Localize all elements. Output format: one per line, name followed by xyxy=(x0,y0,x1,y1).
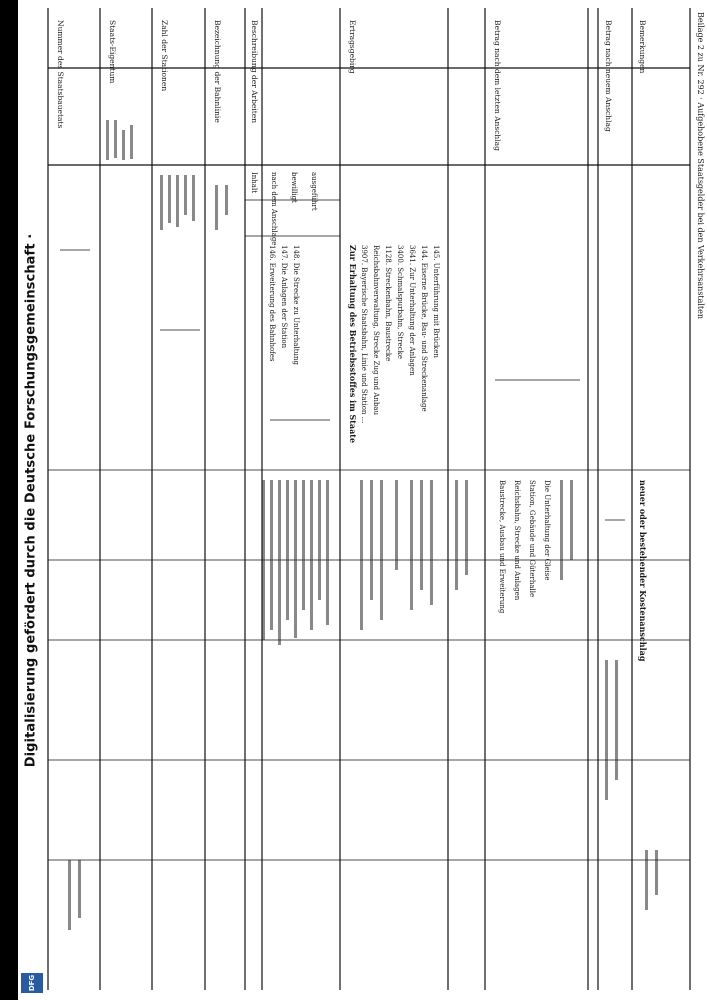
illegible-text-blocks xyxy=(68,120,658,930)
sub-header-3: ausgeführt xyxy=(310,172,318,211)
dfg-sidebar-text: Digitalisierung gefördert durch die Deutsche Forschungsgemeinschaft · xyxy=(23,233,39,767)
col-header-1: Staats-Eigentum xyxy=(108,20,117,84)
dfg-logo-text: DFG xyxy=(28,974,36,992)
svg-text:145. Unterführung mit Brücken: 145. Unterführung mit Brücken xyxy=(432,245,440,358)
col-header-5: Ertragsgebirg xyxy=(348,20,357,74)
sub-header-2: bewilligt xyxy=(290,172,298,203)
svg-text:146. Erweiterung des Bahnhofes: 146. Erweiterung des Bahnhofes xyxy=(268,245,276,362)
col-header-0: Nummer des Staatsbauetats xyxy=(56,20,65,129)
sub-header-1: nach dem Anschlage xyxy=(270,172,278,246)
header-right-text: Beilage 2 zu Nr. 292 · Aufgehobene Staatsgelder bei den Verkehrsanstalten xyxy=(696,12,705,320)
svg-text:Die Unterhaltung der Gleise: Die Unterhaltung der Gleise xyxy=(543,480,551,581)
svg-text:144. Eiserne Brücke, Bau- und: 144. Eiserne Brücke, Bau- und Streckenanlage xyxy=(420,245,428,412)
scan-border-strip xyxy=(0,0,18,1000)
column-headers xyxy=(56,20,647,151)
sub-header-0: Inhalt xyxy=(250,172,258,194)
svg-text:3641. Zur Unterhaltung der Anl: 3641. Zur Unterhaltung der Anlagen xyxy=(408,245,416,376)
dfg-sidebar xyxy=(18,0,44,1000)
section-titles xyxy=(348,245,648,662)
col-header-8: Bemerkungen xyxy=(638,20,647,74)
col-header-7: Betrag nach neuem Anschlag xyxy=(604,20,613,132)
svg-text:3907. Bayerische Staatsbahn, L: 3907. Bayerische Staatsbahn, Linie und Station ... xyxy=(360,245,368,424)
svg-text:1128. Streckenbahn, Baustrecke: 1128. Streckenbahn, Baustrecke xyxy=(384,245,392,362)
col-header-2: Zahl der Stationen xyxy=(160,20,169,92)
svg-text:3400. Schmalspurbahn, Strecke: 3400. Schmalspurbahn, Strecke xyxy=(396,245,404,359)
col-header-6: Betrag nach dem letzten Anschlag xyxy=(493,20,502,151)
section-subtitle: neuer oder bestehender Kostenanschlag xyxy=(638,480,648,662)
svg-text:Station, Gebäude und Güterhall: Station, Gebäude und Güterhalle xyxy=(528,480,536,598)
svg-text:147. Die Anlagen der Station: 147. Die Anlagen der Station xyxy=(280,245,288,349)
svg-text:Reichsbahn, Strecke und Anlage: Reichsbahn, Strecke und Anlagen xyxy=(513,480,521,601)
svg-text:Baustrecke, Ausbau und Erweite: Baustrecke, Ausbau und Erweiterung xyxy=(498,480,506,614)
sub-headers xyxy=(250,172,318,245)
col-header-3: Bezeichnung der Bahnlinie xyxy=(213,20,222,123)
dfg-logo xyxy=(21,973,43,993)
section-title: Zur Erhaltung des Betriebsstoffes im Staate xyxy=(348,245,358,444)
svg-text:148. Die Strecke zu Unterhaltu: 148. Die Strecke zu Unterhaltung xyxy=(292,245,300,366)
table-grid xyxy=(48,8,690,990)
svg-text:Reichsbahnverwaltung, Strecke: Reichsbahnverwaltung, Strecke Zug und Anbau xyxy=(372,245,380,416)
col-header-4: Beschreibung der Arbeiten xyxy=(250,20,259,124)
right-block-entries xyxy=(498,480,551,614)
